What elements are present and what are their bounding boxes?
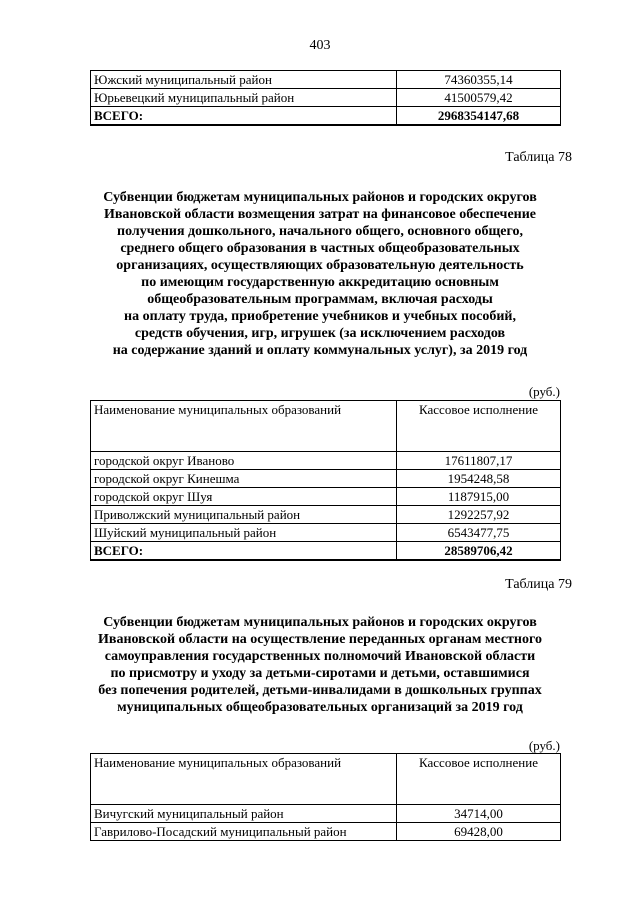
table-row <box>91 506 561 524</box>
header-name: Наименование муниципальных образований <box>91 754 397 805</box>
title-line: Субвенции бюджетам муниципальных районов и городских округов <box>103 615 537 630</box>
table-78-title <box>60 189 580 359</box>
total-row <box>91 107 561 126</box>
table-79-unit: (руб.) <box>528 738 560 753</box>
row-name: Гаврилово-Посадский муниципальный район <box>91 823 397 841</box>
title-line: средств обучения, игр, игрушек (за исключением расходов <box>134 326 506 341</box>
row-name: городской округ Кинешма <box>91 470 397 488</box>
table-row <box>91 89 561 107</box>
row-name: городской округ Шуя <box>91 488 397 506</box>
total-value: 2968354147,68 <box>397 107 561 126</box>
table-header <box>91 754 561 805</box>
header-value: Кассовое исполнение <box>397 401 561 452</box>
total-label: ВСЕГО: <box>91 107 397 126</box>
row-value: 1187915,00 <box>397 488 561 506</box>
row-value: 17611807,17 <box>397 452 561 470</box>
table-row <box>91 488 561 506</box>
row-name: Южский муниципальный район <box>91 71 397 89</box>
table-79-label: Таблица 79 <box>505 577 572 592</box>
title-line: без попечения родителей, детьми-инвалидами в дошкольных группах <box>98 683 542 698</box>
title-line: на содержание зданий и оплату коммунальных услуг), за 2019 год <box>112 343 528 358</box>
table-row <box>91 524 561 542</box>
title-line: по присмотру и уходу за детьми-сиротами и детьми, оставшимися <box>110 666 530 681</box>
title-line: получения дошкольного, начального общего, основного общего, <box>117 224 523 239</box>
table-78-unit: (руб.) <box>528 384 560 399</box>
table-row <box>91 452 561 470</box>
header-name: Наименование муниципальных образований <box>91 401 397 452</box>
row-value: 41500579,42 <box>397 89 561 107</box>
header-value: Кассовое исполнение <box>397 754 561 805</box>
row-value: 1292257,92 <box>397 506 561 524</box>
row-value: 34714,00 <box>397 805 561 823</box>
table-row <box>91 823 561 841</box>
title-line: общеобразовательным программам, включая расходы <box>147 292 493 307</box>
title-line: по имеющим государственную аккредитацию основным <box>141 275 499 290</box>
table-row <box>91 71 561 89</box>
page-number: 403 <box>309 38 331 53</box>
total-value: 28589706,42 <box>397 542 561 561</box>
row-value: 6543477,75 <box>397 524 561 542</box>
table-row <box>91 805 561 823</box>
row-name: Приволжский муниципальный район <box>91 506 397 524</box>
continued-table <box>90 70 561 126</box>
table-79-title <box>60 614 580 716</box>
row-value: 74360355,14 <box>397 71 561 89</box>
total-row <box>91 542 561 561</box>
row-name: Шуйский муниципальный район <box>91 524 397 542</box>
title-line: организациях, осуществляющих образовательную деятельность <box>116 258 524 273</box>
title-line: среднего общего образования в частных общеобразовательных <box>120 241 520 256</box>
table-78-label: Таблица 78 <box>505 150 572 165</box>
table-79 <box>90 753 561 841</box>
title-line: Ивановской области возмещения затрат на финансовое обеспечение <box>103 207 537 222</box>
row-value: 1954248,58 <box>397 470 561 488</box>
title-line: муниципальных общеобразовательных организаций за 2019 год <box>117 700 523 715</box>
table-78 <box>90 400 561 561</box>
table-header <box>91 401 561 452</box>
row-name: Юрьевецкий муниципальный район <box>91 89 397 107</box>
title-line: Ивановской области на осуществление переданных органам местного <box>98 632 542 647</box>
total-label: ВСЕГО: <box>91 542 397 561</box>
table-row <box>91 470 561 488</box>
row-value: 69428,00 <box>397 823 561 841</box>
title-line: самоуправления государственных полномочий Ивановской области <box>104 649 536 664</box>
title-line: на оплату труда, приобретение учебников и учебных пособий, <box>124 309 516 324</box>
row-name: Вичугский муниципальный район <box>91 805 397 823</box>
title-line: Субвенции бюджетам муниципальных районов и городских округов <box>103 190 537 205</box>
row-name: городской округ Иваново <box>91 452 397 470</box>
